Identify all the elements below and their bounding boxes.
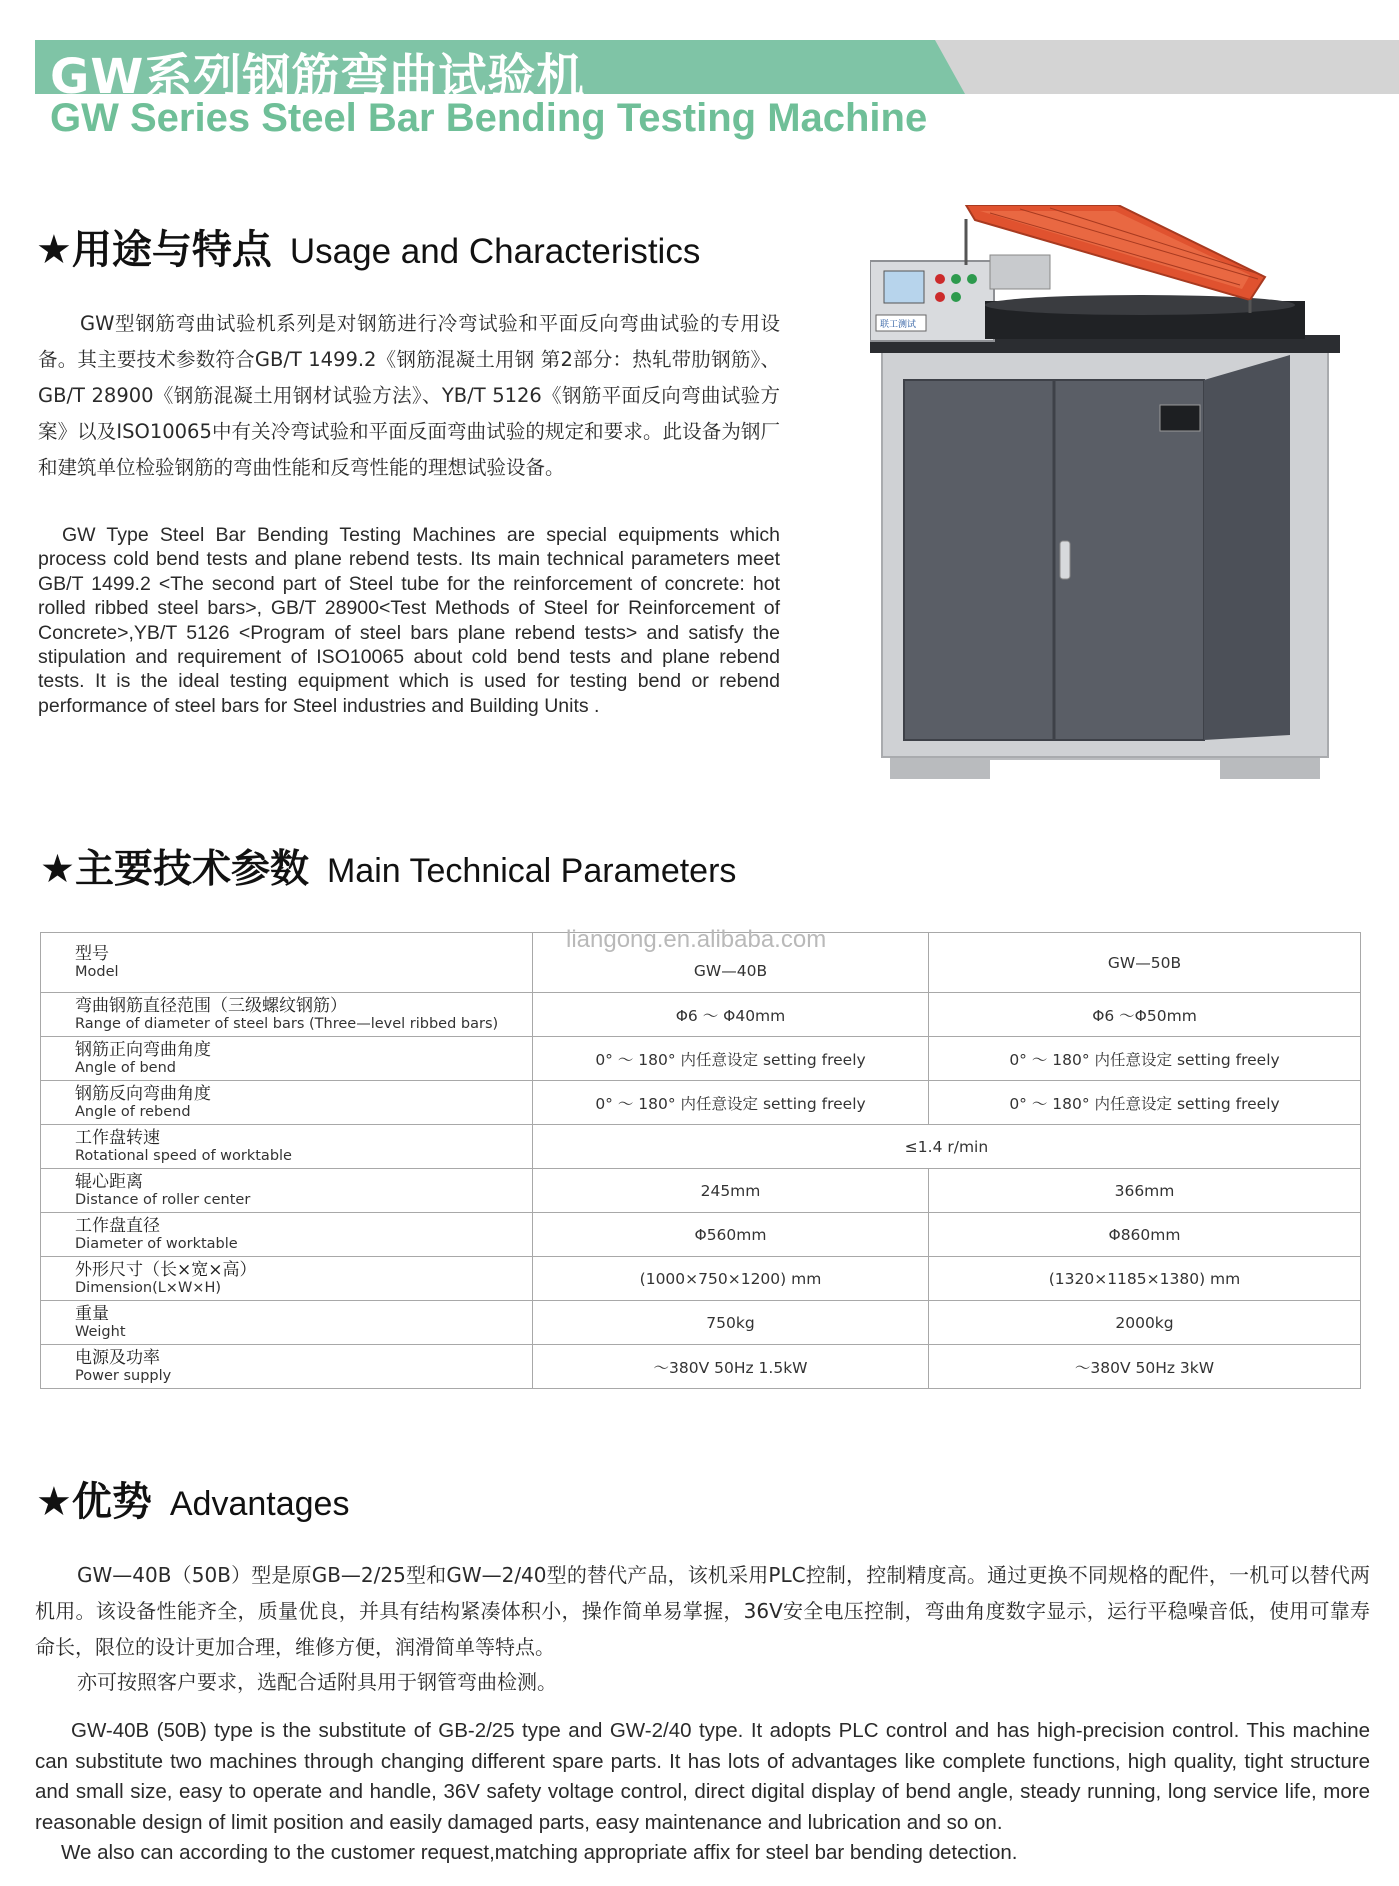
cell-roller-distance-40b: 245mm xyxy=(533,1169,929,1213)
machine-badge-text: 联工测试 xyxy=(880,320,917,330)
cell-dimension-40b: (1000×750×1200) mm xyxy=(533,1257,929,1301)
cell-diameter-range-40b: Φ6 ～ Φ40mm xyxy=(533,993,929,1037)
params-heading-cn: ★主要技术参数 xyxy=(40,847,309,892)
advantages-paragraph-cn-2: 亦可按照客户要求，选配合适附具用于钢管弯曲检测。 xyxy=(77,1670,557,1694)
table-row xyxy=(41,1169,1361,1213)
usage-heading-cn: ★用途与特点 xyxy=(36,227,272,273)
cell-bend-angle-40b: 0° ～ 180° 内任意设定 setting freely xyxy=(533,1037,929,1081)
advantages-paragraph-cn: GW—40B（50B）型是原GB—2/25型和GW—2/40型的替代产品，该机采用PLC控制，控制精度高。通过更换不同规格的配件，一机可以替代两机用。该设备性能齐全，质量优良，并具有结构紧凑体积小，操作简单易掌握，36V安全电压控制，弯曲角度数字显示，运行平稳噪音低，使用可靠寿命长，限位的设计更加合理，维修方便，润滑简单等特点。 xyxy=(35,1563,1370,1659)
advantages-paragraph-en: GW-40B (50B) type is the substitute of GB-2/25 type and GW-2/40 type. It adopts PLC control and has high-precision control. This machine can substitute two machines through changing different spare parts. It has lots of advantages like complete functions, high quality, tight structure and small size, easy to operate and handle, 36V safety voltage control, direct digital display of bend angle, steady running, long service life, more reasonable design of limit position and easily damaged parts, easy maintenance and lubrication and so on. xyxy=(35,1719,1370,1834)
params-heading xyxy=(40,838,736,894)
table-row xyxy=(41,1037,1361,1081)
cell-model-40b: GW—40B xyxy=(533,933,929,993)
table-row xyxy=(41,993,1361,1037)
row-label-power-supply: 电源及功率 Power supply xyxy=(41,1345,533,1389)
table-row xyxy=(41,1125,1361,1169)
params-heading-en: Main Technical Parameters xyxy=(326,852,737,890)
usage-heading-en: Usage and Characteristics xyxy=(289,232,701,271)
cell-worktable-diameter-50b: Φ860mm xyxy=(929,1213,1361,1257)
page-title-cn: GW系列钢筋弯曲试验机 xyxy=(50,49,586,105)
cell-weight-50b: 2000kg xyxy=(929,1301,1361,1345)
advantages-heading-cn: ★优势 xyxy=(36,1479,152,1525)
page-title-en: GW Series Steel Bar Bending Testing Machine xyxy=(50,96,928,140)
cell-power-supply-40b: ～380V 50Hz 1.5kW xyxy=(533,1345,929,1389)
table-row xyxy=(41,1257,1361,1301)
cell-diameter-range-50b: Φ6 ～Φ50mm xyxy=(929,993,1361,1037)
cell-rebend-angle-40b: 0° ～ 180° 内任意设定 setting freely xyxy=(533,1081,929,1125)
row-label-dimension: 外形尺寸（长×宽×高） Dimension(L×W×H) xyxy=(41,1257,533,1301)
cell-dimension-50b: (1320×1185×1380) mm xyxy=(929,1257,1361,1301)
parameters-table xyxy=(40,932,1361,1389)
advantages-heading xyxy=(36,1470,349,1527)
usage-paragraph-en: GW Type Steel Bar Bending Testing Machines are special equipments which process cold bend tests and plane rebend tests. Its main technical parameters meet GB/T 1499.2 <The second part of Steel tube for the reinforcement of concrete: hot rolled ribbed steel bars>, GB/T 28900<Test Methods of Steel for Reinforcement of Concrete>,YB/T 5126 <Program of steel bars plane rebend tests> and satisfy the stipulation and requirement of ISO10065 about cold bend tests and plane rebend tests. It is the ideal testing equipment which is used for testing bend or rebend performance of steel bars for Steel industries and Building Units . xyxy=(38,524,780,717)
table-row xyxy=(41,1213,1361,1257)
cell-rotational-speed: ≤1.4 r/min xyxy=(533,1125,1361,1169)
cell-roller-distance-50b: 366mm xyxy=(929,1169,1361,1213)
table-row xyxy=(41,1301,1361,1345)
table-row xyxy=(41,1345,1361,1389)
table-row xyxy=(41,1081,1361,1125)
cell-weight-40b: 750kg xyxy=(533,1301,929,1345)
row-label-worktable-diameter: 工作盘直径 Diameter of worktable xyxy=(41,1213,533,1257)
cell-bend-angle-50b: 0° ～ 180° 内任意设定 setting freely xyxy=(929,1037,1361,1081)
row-label-model: 型号 Model xyxy=(41,933,533,993)
row-label-diameter-range: 弯曲钢筋直径范围（三级螺纹钢筋） Range of diameter of steel bars (Three—level ribbed bars) xyxy=(41,993,533,1037)
row-label-roller-distance: 辊心距离 Distance of roller center xyxy=(41,1169,533,1213)
cell-model-50b: GW—50B xyxy=(929,933,1361,993)
watermark-text: liangong.en.alibaba.com xyxy=(566,926,827,953)
cell-power-supply-50b: ～380V 50Hz 3kW xyxy=(929,1345,1361,1389)
cell-rebend-angle-50b: 0° ～ 180° 内任意设定 setting freely xyxy=(929,1081,1361,1125)
bending-machine-image xyxy=(870,205,1340,780)
advantages-paragraph-en-2: We also can according to the customer request,matching appropriate affix for steel bar bending detection. xyxy=(61,1841,1018,1864)
cell-worktable-diameter-40b: Φ560mm xyxy=(533,1213,929,1257)
row-label-rotational-speed: 工作盘转速 Rotational speed of worktable xyxy=(41,1125,533,1169)
row-label-bend-angle: 钢筋正向弯曲角度 Angle of bend xyxy=(41,1037,533,1081)
row-label-rebend-angle: 钢筋反向弯曲角度 Angle of rebend xyxy=(41,1081,533,1125)
usage-paragraph-cn: GW型钢筋弯曲试验机系列是对钢筋进行冷弯试验和平面反向弯曲试验的专用设备。其主要技术参数符合GB/T 1499.2《钢筋混凝土用钢 第2部分：热轧带肋钢筋》、GB/T 28900《钢筋混凝土用钢材试验方法》、YB/T 5126《钢筋平面反向弯曲试验方案》以及ISO10065中有关冷弯试验和平面反面弯曲试验的规定和要求。此设备为钢厂和建筑单位检验钢筋的弯曲性能和反弯性能的理想试验设备。 xyxy=(38,312,780,479)
advantages-heading-en: Advantages xyxy=(169,1485,350,1523)
usage-heading xyxy=(36,218,700,275)
row-label-weight: 重量 Weight xyxy=(41,1301,533,1345)
